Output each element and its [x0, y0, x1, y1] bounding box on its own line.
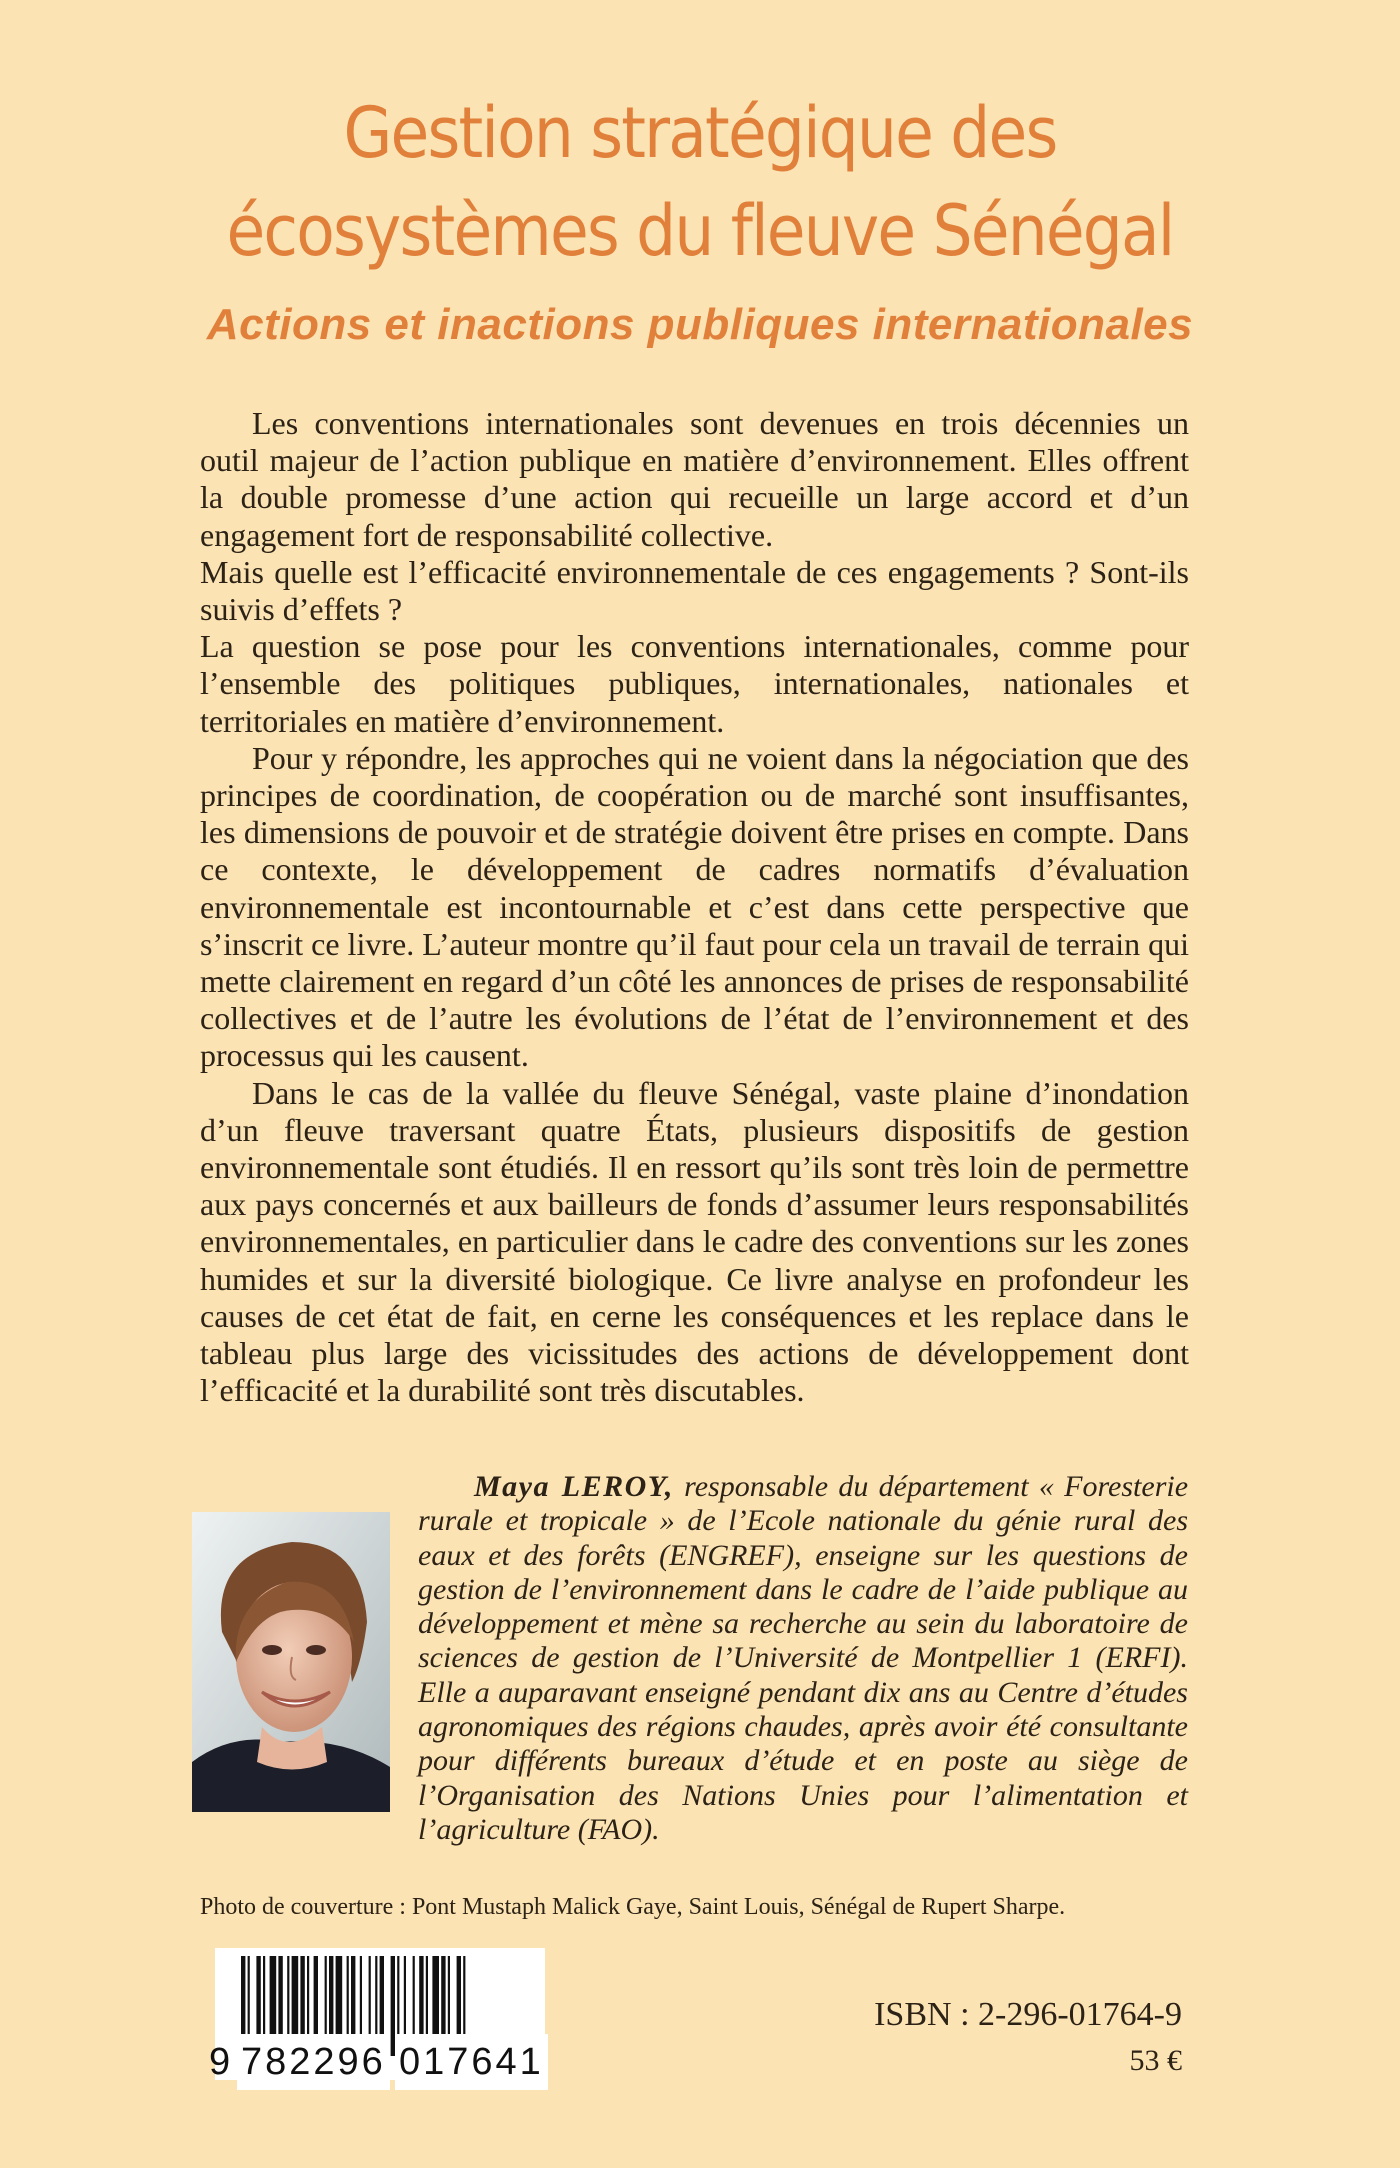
blurb-paragraph-2: Mais quelle est l’efficacité environnementale de ces engagements ? Sont-ils suivis d’effets ?	[200, 553, 1189, 628]
author-bio-paragraph	[418, 1470, 1188, 1847]
blurb-paragraph-5: Dans le cas de la vallée du fleuve Sénégal, vaste plaine d’inondation d’un fleuve traversant quatre États, plusieurs dispositifs de gestion environnementale sont étudiés. Il en ressort qu’ils sont très loin de permettre aux pays concernés et aux bailleurs de fonds d’assumer leurs responsabilités environnementales, en particulier dans le cadre des conventions sur les zones humides et sur la diversité biologique. Ce livre analyse en profondeur les causes de cet état de fait, en cerne les conséquences et les replace dans le tableau plus large des vicissitudes des actions de développement dont l’efficacité et la durabilité sont très discutables.	[200, 1074, 1189, 1409]
book-subtitle: Actions et inactions publiques internationales	[206, 300, 1194, 349]
blurb-paragraph-4: Pour y répondre, les approches qui ne voient dans la négociation que des principes de coordination, de coopération ou de marché sont insuffisantes, les dimensions de pouvoir et de stratégie doivent être prises en compte. Dans ce contexte, le développement de cadres normatifs d’évaluation environnementale est incontournable et c’est dans cette perspective que s’inscrit ce livre. L’auteur montre qu’il faut pour cela un travail de terrain qui mette clairement en regard d’un côté les annonces de prises de responsabilité collectives et de l’autre les évolutions de l’état de l’environnement et des processus qui les causent.	[200, 739, 1189, 1074]
photo-credit: Photo de couverture : Pont Mustaph Malick Gaye, Saint Louis, Sénégal de Rupert Sharpe.	[200, 1894, 1066, 1920]
barcode-group-1: 782296	[237, 2034, 390, 2090]
author-photo	[192, 1512, 390, 1812]
barcode-digits	[209, 2034, 545, 2090]
blurb-paragraph-1: Les conventions internationales sont devenues en trois décennies un outil majeur de l’action publique en matière d’environnement. Elles offrent la double promesse d’une action qui recueille un large accord et d’un engagement fort de responsabilité collective.	[200, 405, 1189, 553]
author-bio	[418, 1470, 1188, 1847]
book-title	[70, 84, 1330, 280]
blurb-paragraph-3: La question se pose pour les conventions internationales, comme pour l’ensemble des politiques publiques, internationales, nationales et territoriales en matière d’environnement.	[200, 628, 1189, 739]
barcode-group-2: 017641	[395, 2034, 548, 2090]
author-portrait-image	[192, 1512, 390, 1812]
author-name: Maya LEROY,	[474, 1470, 674, 1503]
price: 53 €	[1129, 2044, 1182, 2077]
blurb	[200, 405, 1189, 1409]
isbn: ISBN : 2-296-01764-9	[874, 1996, 1182, 2033]
barcode-first-digit: 9	[209, 2041, 231, 2083]
book-title-line-2: écosystèmes du fleuve Sénégal	[226, 190, 1174, 272]
book-title-line-1: Gestion stratégique des	[343, 92, 1057, 174]
author-bio-text: responsable du département « Foresterie rurale et tropicale » de l’Ecole nationale du génie rural des eaux et des forêts (ENGREF), enseigne sur les questions de gestion de l’environnement dans le cadre de l’aide publique au développement et mène sa recherche au sein du laboratoire de sciences de gestion de l’Université de Montpellier 1 (ERFI). Elle a auparavant enseigné pendant dix ans au Centre d’études agronomiques des régions chaudes, après avoir été consultante pour différents bureaux d’étude et en poste au siège de l’Organisation des Nations Unies pour l’alimentation et l’agriculture (FAO).	[418, 1470, 1189, 1846]
